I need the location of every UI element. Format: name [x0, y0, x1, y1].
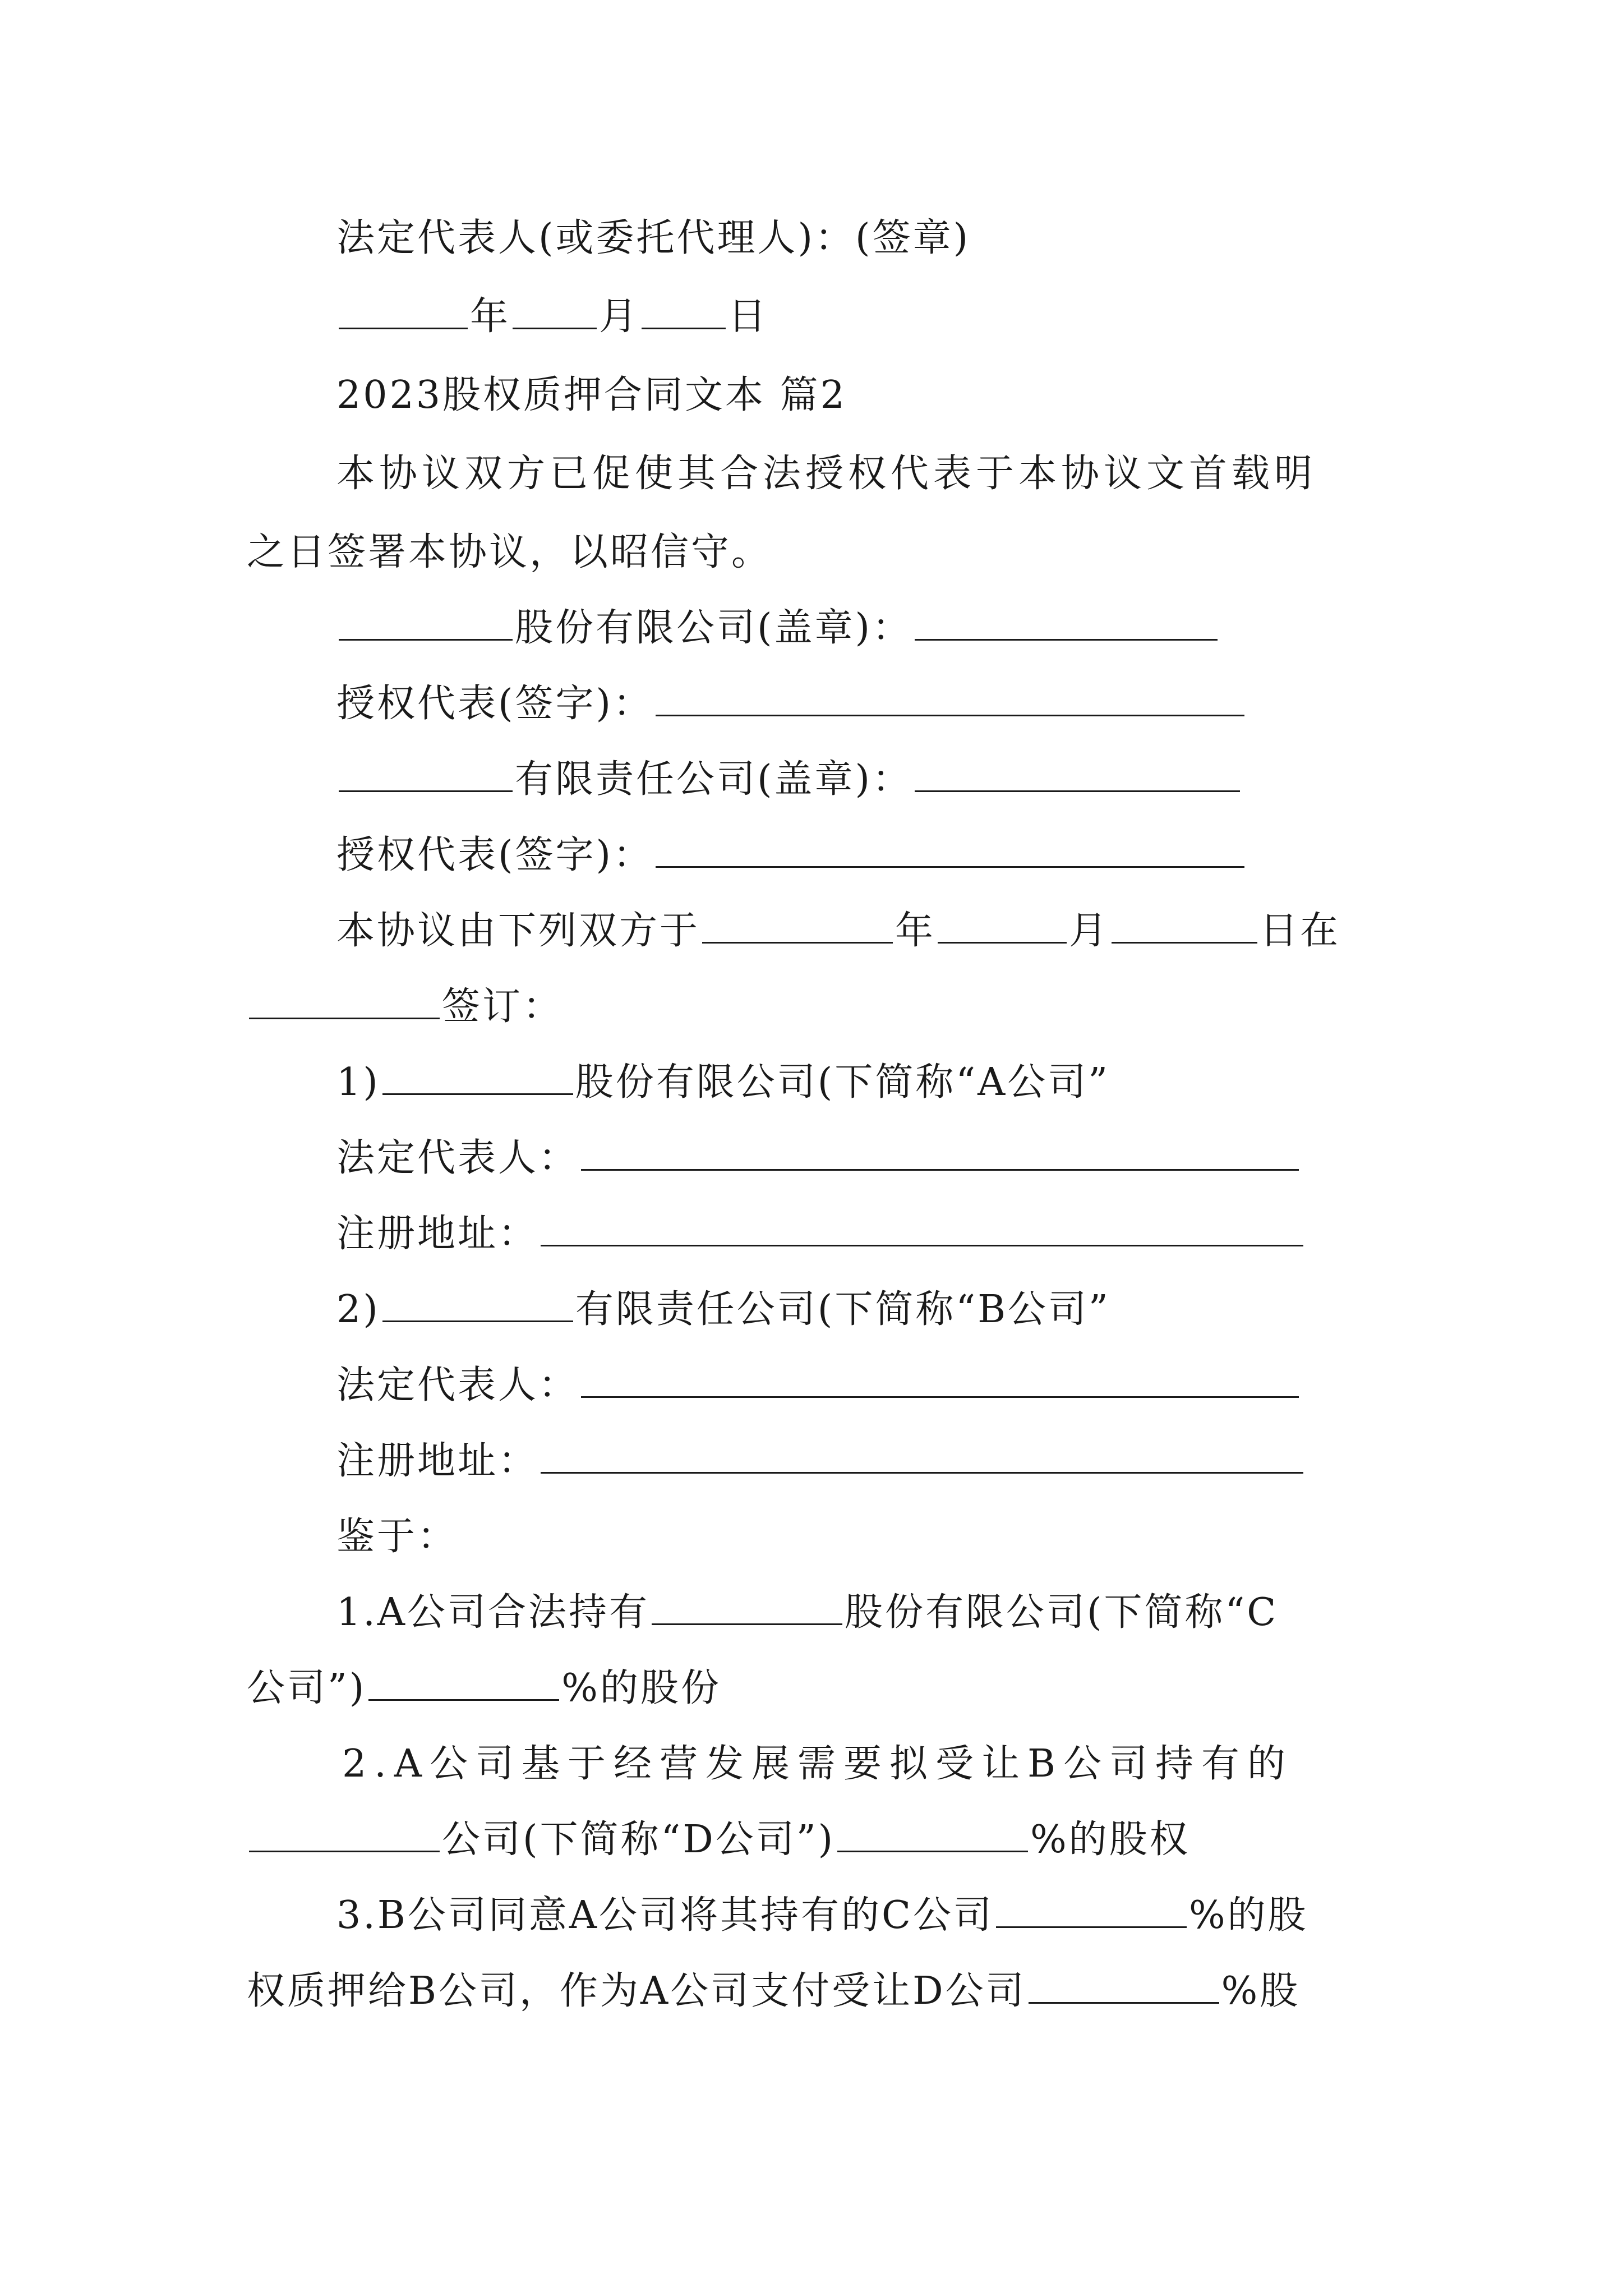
party-a-number: 1) — [336, 1060, 380, 1105]
paragraph-line — [247, 522, 1387, 583]
company-b-name-blank[interactable] — [339, 756, 513, 792]
party-b-line — [336, 1279, 1387, 1341]
clause-2-text: 2.A公司基于经营发展需要拟受让B公司持有的 — [342, 1742, 1293, 1786]
clause-1-percent-blank[interactable] — [368, 1664, 559, 1701]
party-a-label: 股份有限公司(下简称“A公司” — [575, 1060, 1110, 1105]
authorized-rep-a-line — [336, 673, 1387, 735]
date-line — [336, 286, 1387, 348]
company-b-seal-blank[interactable] — [915, 756, 1240, 792]
clause-1-line — [336, 1582, 1387, 1644]
whereas-text: 鉴于： — [336, 1515, 458, 1559]
party-a-line — [336, 1052, 1387, 1114]
party-b-label: 有限责任公司(下简称“B公司” — [575, 1287, 1110, 1332]
company-b-seal-line — [336, 749, 1387, 811]
company-a-seal-label: 股份有限公司(盖章)： — [515, 606, 913, 650]
company-a-seal-line — [336, 597, 1387, 659]
clause-3-suffix: %的股 — [1189, 1893, 1308, 1938]
clause-1-suffix: 股份有限公司(下简称“C — [845, 1590, 1279, 1635]
party-b-number: 2) — [336, 1287, 380, 1332]
paragraph-line — [336, 443, 1387, 505]
signing-day-blank[interactable] — [1112, 907, 1257, 944]
section-heading — [336, 365, 1387, 426]
clause-2-cont-prefix: 公司(下简称“D公司”) — [442, 1818, 836, 1862]
section-heading-text: 2023股权质押合同文本 篇2 — [336, 373, 847, 417]
company-a-seal-blank[interactable] — [915, 604, 1218, 641]
clause-3-cont-percent-blank[interactable] — [1029, 1967, 1219, 2004]
clause-3-cont-suffix: %股 — [1221, 1969, 1301, 2013]
party-a-address-line — [336, 1203, 1387, 1265]
clause-3-percent-blank[interactable] — [996, 1892, 1187, 1928]
authorized-rep-a-blank[interactable] — [656, 680, 1244, 716]
clause-2-company-blank[interactable] — [249, 1816, 440, 1852]
signing-place-label: 签订： — [442, 984, 564, 1029]
party-a-legal-rep-line — [336, 1128, 1387, 1189]
party-a-address-blank[interactable] — [541, 1210, 1303, 1246]
clause-1-company-blank[interactable] — [652, 1589, 842, 1625]
clause-2-cont-suffix: %的股权 — [1030, 1818, 1190, 1862]
party-b-address-label: 注册地址： — [336, 1439, 539, 1483]
company-a-name-blank[interactable] — [339, 604, 513, 641]
party-b-legal-rep-line — [336, 1355, 1387, 1416]
signing-day-label: 日在 — [1260, 909, 1341, 953]
authorized-rep-b-blank[interactable] — [656, 831, 1244, 868]
clause-2-cont-line — [247, 1809, 1387, 1871]
year-label: 年 — [470, 295, 511, 339]
clause-1-cont-prefix: 公司”) — [247, 1666, 367, 1710]
day-blank[interactable] — [642, 293, 726, 329]
signing-year-label: 年 — [895, 909, 936, 953]
whereas-heading — [336, 1506, 1387, 1568]
year-blank[interactable] — [339, 293, 468, 329]
clause-3-cont-prefix: 权质押给B公司，作为A公司支付受让D公司 — [247, 1969, 1026, 2013]
signing-month-label: 月 — [1069, 909, 1110, 953]
clause-2-percent-blank[interactable] — [837, 1816, 1028, 1852]
authorized-rep-a-label: 授权代表(签字)： — [336, 682, 654, 726]
party-a-legal-rep-label: 法定代表人： — [336, 1136, 579, 1180]
month-label: 月 — [599, 295, 640, 339]
paragraph-text: 本协议双方已促使其合法授权代表于本协议文首载明 — [336, 452, 1317, 496]
party-b-legal-rep-blank[interactable] — [581, 1361, 1299, 1398]
month-blank[interactable] — [513, 293, 597, 329]
signing-month-blank[interactable] — [938, 907, 1067, 944]
party-b-name-blank[interactable] — [382, 1286, 573, 1322]
clause-3-cont-line — [247, 1961, 1387, 2022]
clause-1-prefix: 1.A公司合法持有 — [336, 1590, 649, 1635]
clause-1-cont-line — [247, 1658, 1387, 1719]
legal-rep-signature-text: 法定代表人(或委托代理人)：(签章) — [336, 216, 971, 260]
company-b-seal-label: 有限责任公司(盖章)： — [515, 757, 913, 802]
signing-date-prefix: 本协议由下列双方于 — [336, 909, 700, 953]
party-b-address-line — [336, 1430, 1387, 1492]
signing-place-blank[interactable] — [249, 983, 440, 1019]
clause-1-cont-suffix: %的股份 — [561, 1666, 721, 1710]
signing-year-blank[interactable] — [702, 907, 893, 944]
signing-place-line — [247, 976, 1387, 1038]
party-b-address-blank[interactable] — [541, 1437, 1303, 1474]
authorized-rep-b-line — [336, 825, 1387, 886]
party-a-address-label: 注册地址： — [336, 1212, 539, 1256]
clause-2-line — [342, 1733, 1387, 1795]
legal-rep-signature-line — [336, 208, 1387, 269]
signing-date-line — [336, 900, 1387, 962]
day-label: 日 — [728, 295, 769, 339]
party-a-legal-rep-blank[interactable] — [581, 1134, 1299, 1171]
party-a-name-blank[interactable] — [382, 1059, 573, 1095]
paragraph-text: 之日签署本协议，以昭信守。 — [247, 530, 772, 574]
clause-3-line — [336, 1885, 1387, 1947]
authorized-rep-b-label: 授权代表(签字)： — [336, 833, 654, 877]
clause-3-prefix: 3.B公司同意A公司将其持有的C公司 — [336, 1893, 994, 1938]
party-b-legal-rep-label: 法定代表人： — [336, 1363, 579, 1407]
